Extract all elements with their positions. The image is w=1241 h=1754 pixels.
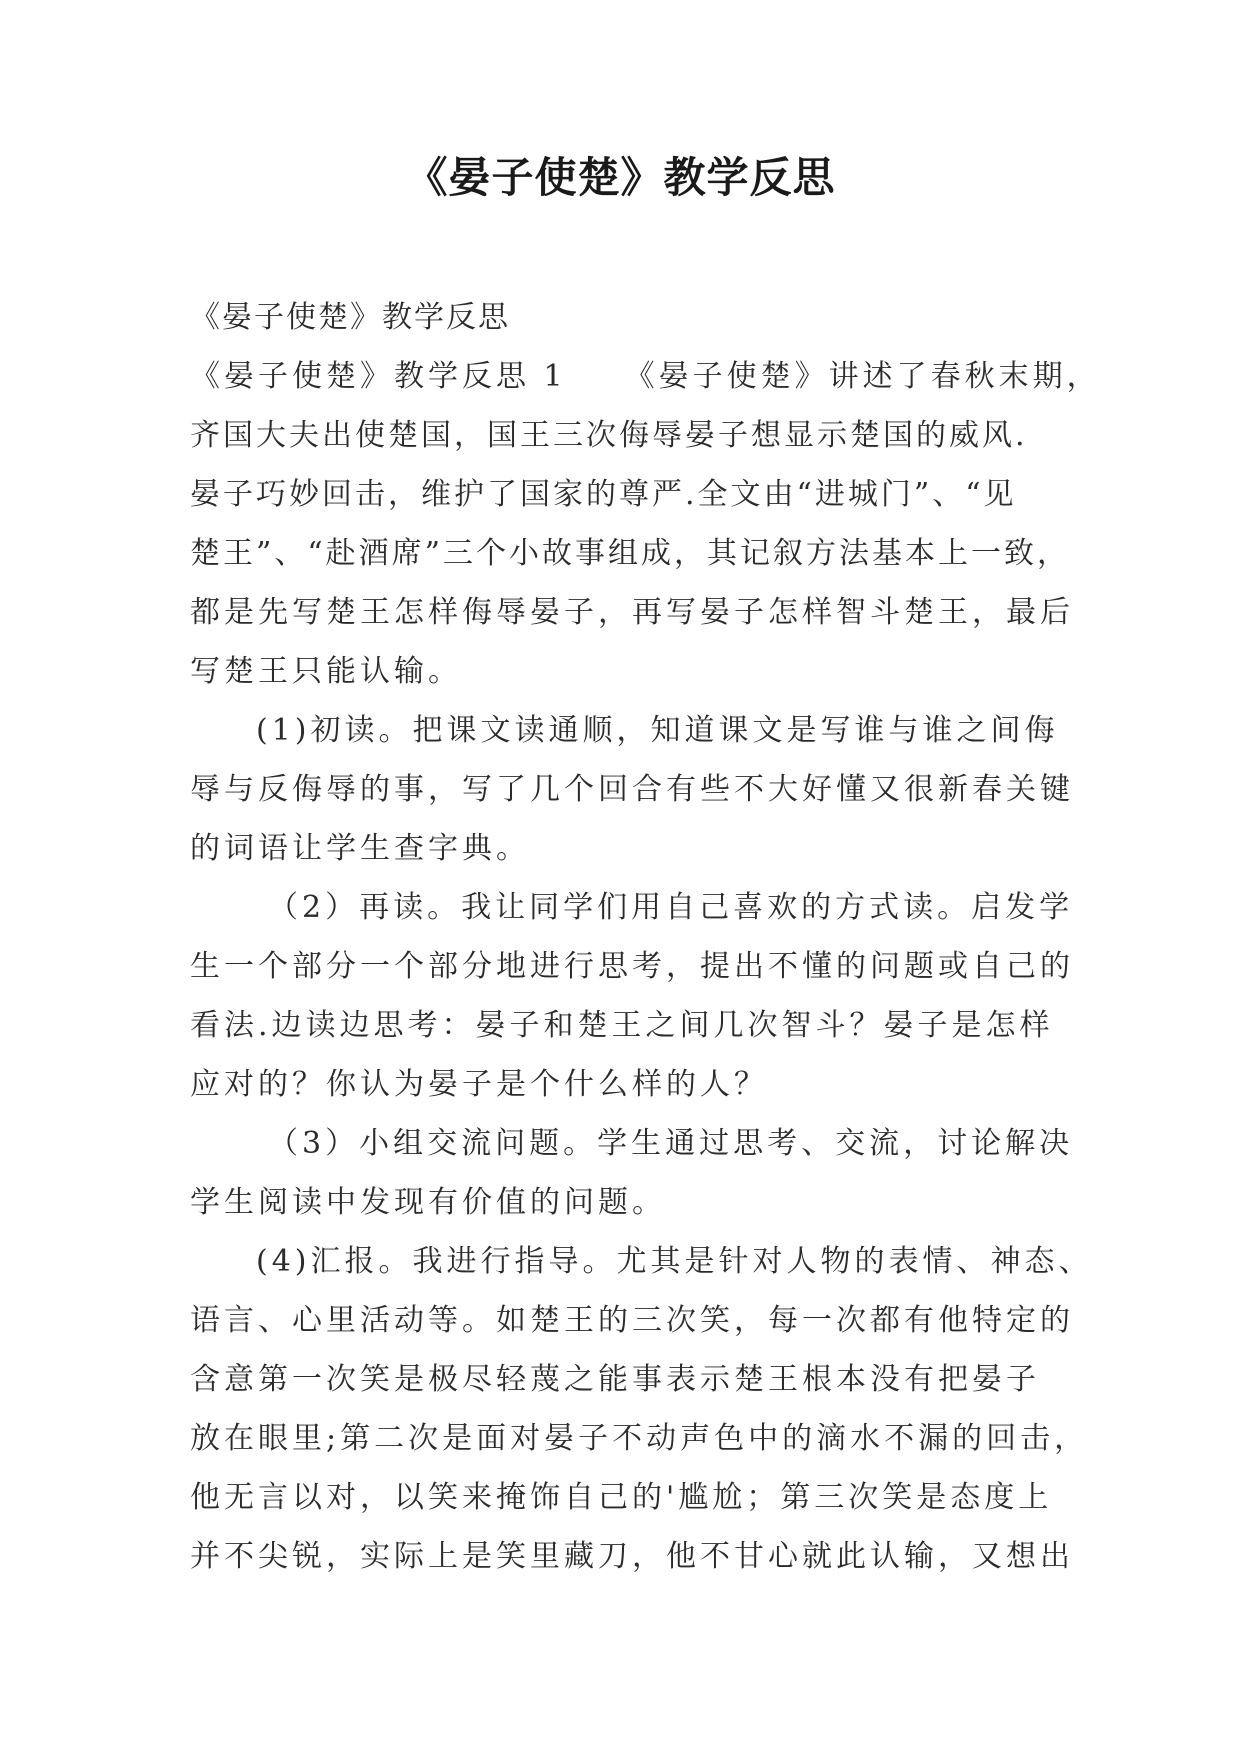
intro-label: 《晏子使楚》教学反思 1	[190, 359, 567, 394]
text-line: 学生阅读中发现有价值的问题。	[190, 1185, 666, 1220]
text-line: 语言、心里活动等。如楚王的三次笑，每一次都有他特定的	[190, 1303, 1074, 1338]
document-subtitle: 《晏子使楚》教学反思	[190, 300, 510, 335]
paragraph-first-line: （2）再读。我让同学们用自己喜欢的方式读。启发学	[268, 890, 1074, 925]
text-line: 看法.边读边思考：晏子和楚王之间几次智斗？晏子是怎样	[190, 1008, 1054, 1043]
text-line: 楚王”、“赴酒席”三个小故事组成，其记叙方法基本上一致，	[190, 536, 1071, 571]
paragraph-first-line: (4)汇报。我进行指导。尤其是针对人物的表情、神态、	[256, 1244, 1093, 1279]
text-line: 齐国大夫出使楚国，国王三次侮辱晏子想显示楚国的威风.	[190, 418, 1028, 453]
text-line: 含意第一次笑是极尽轻蔑之能事表示楚王根本没有把晏子	[190, 1362, 1040, 1397]
intro-line	[190, 347, 1101, 406]
document-title: 《晏子使楚》教学反思	[405, 153, 836, 202]
paragraph-first-line: (1)初读。把课文读通顺，知道课文是写谁与谁之间侮	[256, 713, 1059, 748]
text-line: 放在眼里;第二次是面对晏子不动声色中的滴水不漏的回击，	[190, 1421, 1089, 1456]
intro-text: 《晏子使楚》讲述了春秋末期，	[624, 359, 1101, 394]
text-line: 生一个部分一个部分地进行思考，提出不懂的问题或自己的	[190, 949, 1074, 984]
text-line: 辱与反侮辱的事，写了几个回合有些不大好懂又很新春关键	[190, 772, 1074, 807]
text-line: 写楚王只能认输。	[190, 654, 462, 689]
text-line: 都是先写楚王怎样侮辱晏子，再写晏子怎样智斗楚王，最后	[190, 595, 1074, 630]
text-line: 并不尖锐，实际上是笑里藏刀，他不甘心就此认输，又想出	[190, 1539, 1074, 1574]
text-line: 他无言以对，以笑来掩饰自己的'尴尬；第三次笑是态度上	[190, 1480, 1053, 1515]
text-line: 晏子巧妙回击，维护了国家的尊严.全文由“进城门”、“见	[190, 477, 1017, 512]
text-line: 应对的？你认为晏子是个什么样的人？	[190, 1067, 768, 1102]
document-body	[190, 288, 1101, 1586]
paragraph-first-line: （3）小组交流问题。学生通过思考、交流，讨论解决	[268, 1126, 1074, 1161]
text-line: 的词语让学生查字典。	[190, 831, 530, 866]
